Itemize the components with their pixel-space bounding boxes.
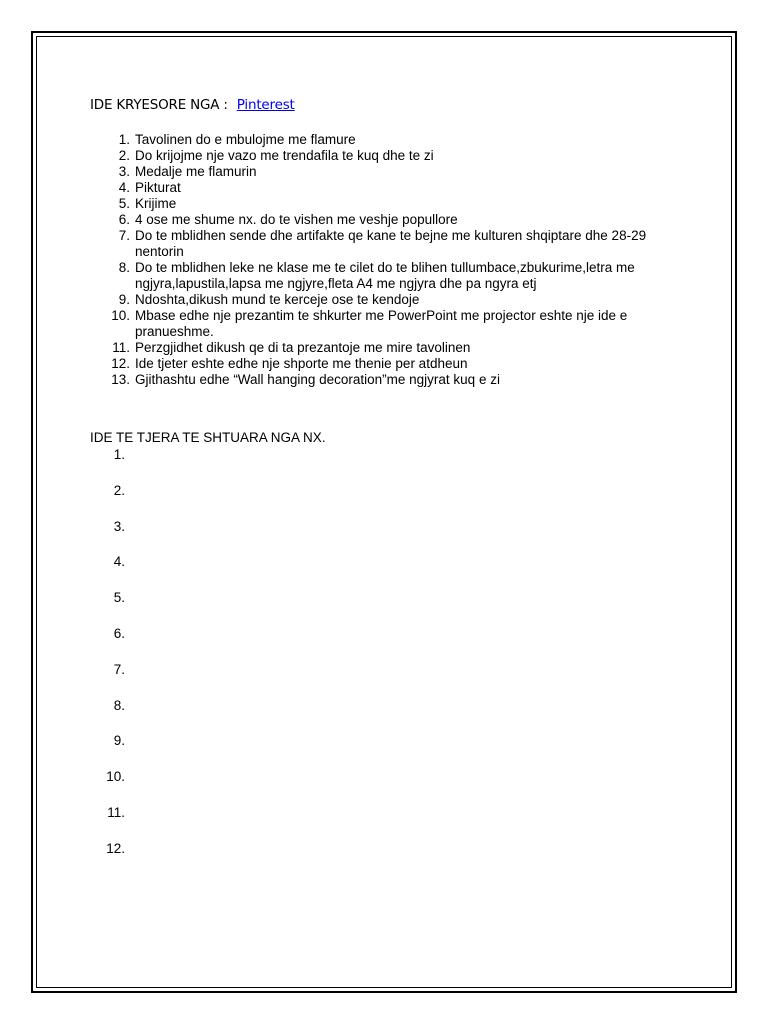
empty-list-item [90, 661, 680, 697]
empty-list-item [90, 840, 680, 876]
list-item-number: 11. [107, 804, 125, 820]
list-item-text: Tavolinen do e mbulojme me flamure [135, 132, 356, 147]
list-item-text: Ndoshta,dikush mund te kerceje ose te kendoje [135, 292, 420, 307]
empty-list-item [90, 589, 680, 625]
list-item-number: 2. [118, 148, 130, 163]
list-item [90, 356, 680, 372]
list-item [90, 260, 680, 292]
empty-list-item [90, 482, 680, 518]
list-item [90, 164, 680, 180]
list-item-number: 5. [118, 196, 130, 211]
list-item-text: 4 ose me shume nx. do te vishen me veshje popullore [135, 212, 458, 227]
other-ideas-heading: IDE TE TJERA TE SHTUARA NGA NX. [90, 430, 326, 445]
empty-list-item [90, 697, 680, 733]
list-item-number: 10. [111, 308, 130, 323]
list-item-text: Gjithashtu edhe “Wall hanging decoration”me ngjyrat kuq e zi [135, 372, 500, 387]
list-item-number: 8. [118, 260, 130, 275]
other-ideas-list [90, 446, 680, 876]
list-item [90, 308, 680, 340]
pinterest-link[interactable]: Pinterest [236, 97, 295, 113]
list-item-number: 8. [113, 697, 125, 713]
list-item-text: Medalje me flamurin [135, 164, 257, 179]
list-item-text: Perzgjidhet dikush qe di ta prezantoje me mire tavolinen [135, 340, 471, 355]
list-item-text: Ide tjeter eshte edhe nje shporte me thenie per atdheun [135, 356, 468, 371]
list-item-number: 4. [113, 554, 125, 570]
list-item [90, 148, 680, 164]
list-item-text: Krijime [135, 196, 177, 211]
list-item [90, 292, 680, 308]
empty-list-item [90, 446, 680, 482]
list-item-number: 1. [113, 447, 125, 462]
empty-list-item [90, 518, 680, 554]
list-item-text: Do te mblidhen leke ne klase me te cilet do te blihen tullumbace,zbukurime,letra me ngjyra,lapustila,lapsa me ngjyre,fleta A4 me ngjyra dhe pa ngyra etj [135, 260, 635, 291]
list-item [90, 132, 680, 148]
list-item-number: 9. [113, 733, 125, 749]
empty-list-item [90, 768, 680, 804]
list-item-number: 5. [113, 590, 125, 606]
document-content [90, 94, 680, 876]
list-item [90, 212, 680, 228]
list-item-text: Pikturat [135, 180, 181, 195]
empty-list-item [90, 625, 680, 661]
list-item-number: 10. [106, 769, 125, 785]
list-item-number: 6. [118, 212, 130, 227]
list-item-number: 12. [106, 840, 125, 856]
main-ideas-list [90, 132, 680, 388]
list-item-text: Do te mblidhen sende dhe artifakte qe kane te bejne me kulturen shqiptare dhe 28-29 nentorin [135, 228, 647, 259]
list-item-number: 7. [113, 661, 125, 677]
list-item [90, 228, 680, 260]
empty-list-item [90, 804, 680, 840]
list-item-number: 1. [118, 132, 130, 147]
list-item-text: Mbase edhe nje prezantim te shkurter me PowerPoint me projector eshte nje ide e pranueshme. [135, 308, 628, 339]
main-ideas-heading [90, 94, 680, 116]
list-item-number: 7. [118, 228, 130, 243]
empty-list-item [90, 732, 680, 768]
list-item-number: 6. [113, 625, 125, 641]
list-item-number: 3. [118, 164, 130, 179]
list-item-number: 13. [111, 372, 130, 387]
list-item-text: Do krijojme nje vazo me trendafila te kuq dhe te zi [135, 148, 434, 163]
list-item [90, 340, 680, 356]
main-ideas-heading-label: IDE KRYESORE NGA : [90, 97, 228, 113]
empty-list-item [90, 553, 680, 589]
list-item-number: 12. [111, 356, 130, 371]
list-item-number: 11. [112, 340, 130, 355]
list-item-number: 3. [113, 518, 125, 534]
list-item-number: 4. [118, 180, 130, 195]
list-item [90, 372, 680, 388]
list-item-number: 2. [113, 482, 125, 498]
list-item-number: 9. [118, 292, 130, 307]
list-item [90, 180, 680, 196]
list-item [90, 196, 680, 212]
